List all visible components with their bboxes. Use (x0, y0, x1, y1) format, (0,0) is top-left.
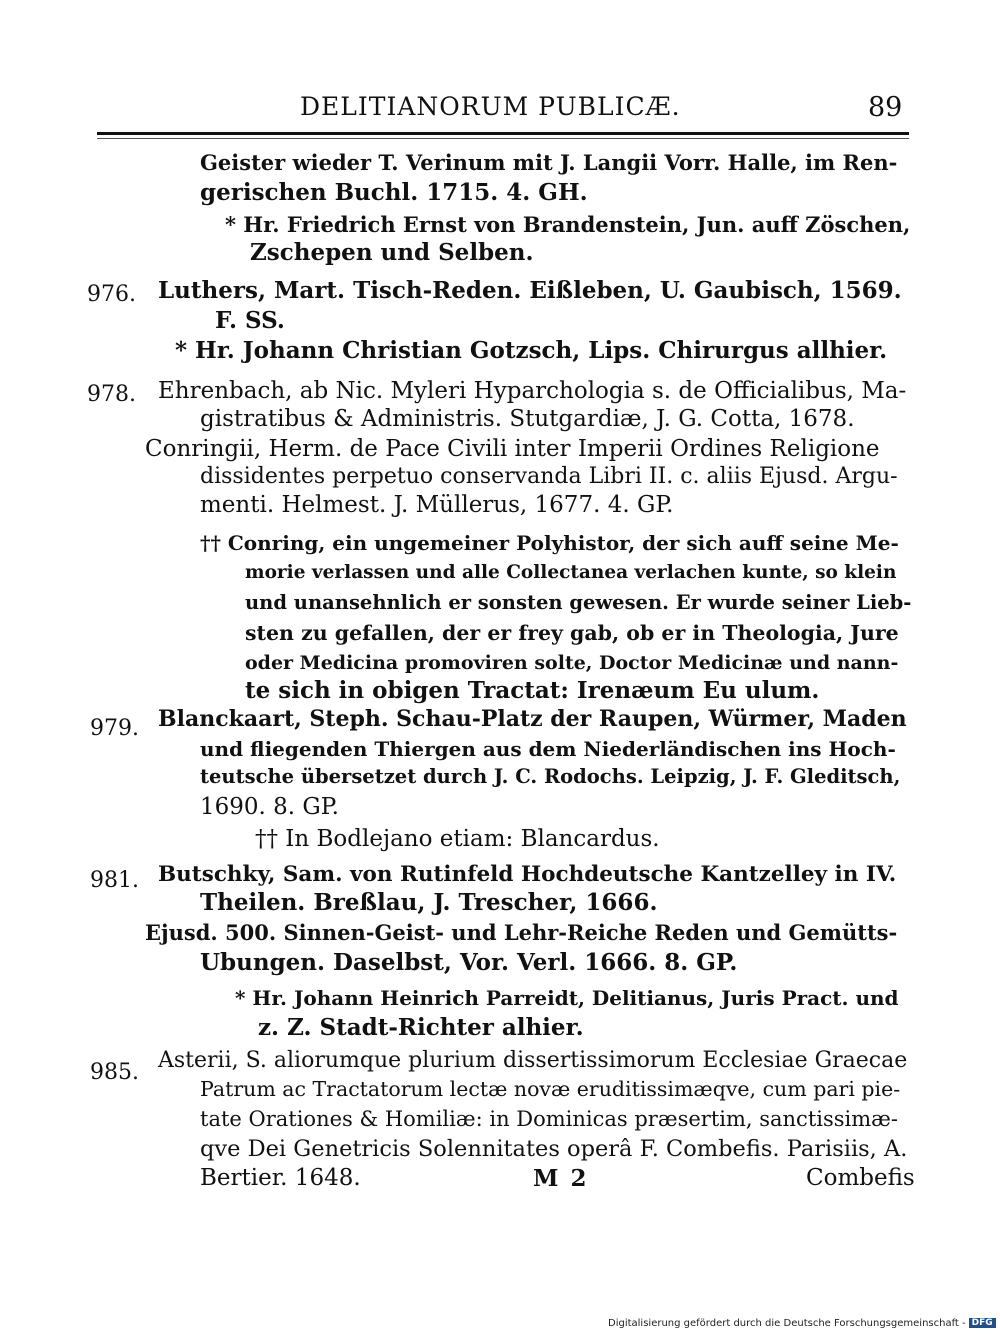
entry-line: dissidentes perpetuo conservanda Libri II. c. aliis Ejusd. Argu- (200, 464, 898, 489)
annotation-line: te sich in obigen Tractat: Irenæum Eu ulum. (245, 677, 820, 704)
entry-line: menti. Helmest. J. Müllerus, 1677. 4. GP. (200, 492, 674, 518)
catchword: Combefis (806, 1165, 915, 1191)
entry-line: gerischen Buchl. 1715. 4. GH. (200, 179, 588, 206)
annotation-line: und unansehnlich er sonsten gewesen. Er wurde seiner Lieb- (245, 591, 912, 614)
entry-line: Bertier. 1648. (200, 1165, 361, 1191)
entry-line: gistratibus & Administris. Stutgardiæ, J. G. Cotta, 1678. (200, 406, 855, 432)
annotation-line: †† In Bodlejano etiam: Blancardus. (255, 826, 660, 852)
entry-line: qve Dei Genetricis Solennitates operâ F. Combefis. Parisiis, A. (200, 1136, 908, 1162)
entry-line: F. SS. (215, 307, 285, 334)
entry-line: Ejusd. 500. Sinnen-Geist- und Lehr-Reiche Reden und Gemütts- (145, 920, 898, 945)
header-rule-thin (97, 138, 909, 139)
entry-line: teutsche übersetzet durch J. C. Rodochs. Leipzig, J. F. Gleditsch, (200, 765, 901, 788)
entry-line: Theilen. Breßlau, J. Trescher, 1666. (200, 889, 658, 916)
entry-line: Conringii, Herm. de Pace Civili inter Imperii Ordines Religione (145, 436, 880, 462)
running-header: DELITIANORUM PUBLICÆ. (300, 92, 681, 121)
entry-number: 976. (87, 282, 136, 307)
annotation-line: oder Medicina promoviren solte, Doctor Medicinæ und nann- (245, 652, 899, 674)
dfg-logo: DFG (969, 1318, 996, 1328)
entry-line: tate Orationes & Homiliæ: in Dominicas præsertim, sanctissimæ- (200, 1107, 898, 1131)
entry-number: 978. (87, 382, 136, 407)
entry-line: Blanckaart, Steph. Schau-Platz der Raupen, Würmer, Maden (158, 706, 907, 732)
digitization-footer (608, 1318, 996, 1329)
page-number: 89 (868, 92, 903, 123)
entry-line: Butschky, Sam. von Rutinfeld Hochdeutsche Kantzelley in IV. (158, 862, 897, 887)
annotation-line: †† Conring, ein ungemeiner Polyhistor, der sich auff seine Me- (200, 531, 899, 555)
entry-number: 979. (90, 716, 139, 741)
owner-note: Zschepen und Selben. (250, 239, 534, 266)
entry-line: Geister wieder T. Verinum mit J. Langii Vorr. Halle, im Ren- (200, 150, 898, 175)
owner-note: * Hr. Johann Christian Gotzsch, Lips. Chirurgus allhier. (175, 337, 888, 364)
entry-line: Asterii, S. aliorumque plurium dissertissimorum Ecclesiae Graecae (158, 1048, 908, 1073)
signature-mark: M 2 (533, 1165, 589, 1192)
annotation-line: morie verlassen und alle Collectanea verlachen kunte, so klein (245, 562, 897, 583)
entry-line: 1690. 8. GP. (200, 794, 339, 820)
annotation-line: sten zu gefallen, der er frey gab, ob er in Theologia, Jure (245, 621, 899, 645)
owner-note: * Hr. Johann Heinrich Parreidt, Delitianus, Juris Pract. und (235, 986, 899, 1010)
entry-number: 981. (90, 868, 139, 893)
entry-number: 985. (90, 1060, 139, 1085)
header-rule (97, 132, 909, 135)
entry-line: Luthers, Mart. Tisch-Reden. Eißleben, U. Gaubisch, 1569. (158, 277, 902, 304)
entry-line: Ubungen. Daselbst, Vor. Verl. 1666. 8. GP. (200, 949, 738, 976)
entry-line: Ehrenbach, ab Nic. Myleri Hyparchologia s. de Officialibus, Ma- (158, 378, 907, 404)
owner-note: z. Z. Stadt-Richter alhier. (258, 1014, 584, 1041)
footer-text: Digitalisierung gefördert durch die Deutsche Forschungsgemeinschaft - (608, 1318, 966, 1329)
owner-note: * Hr. Friedrich Ernst von Brandenstein, Jun. auff Zöschen, (225, 212, 911, 237)
entry-line: Patrum ac Tractatorum lectæ novæ eruditissimæqve, cum pari pie- (200, 1077, 901, 1101)
entry-line: und fliegenden Thiergen aus dem Niederländischen ins Hoch- (200, 737, 896, 761)
